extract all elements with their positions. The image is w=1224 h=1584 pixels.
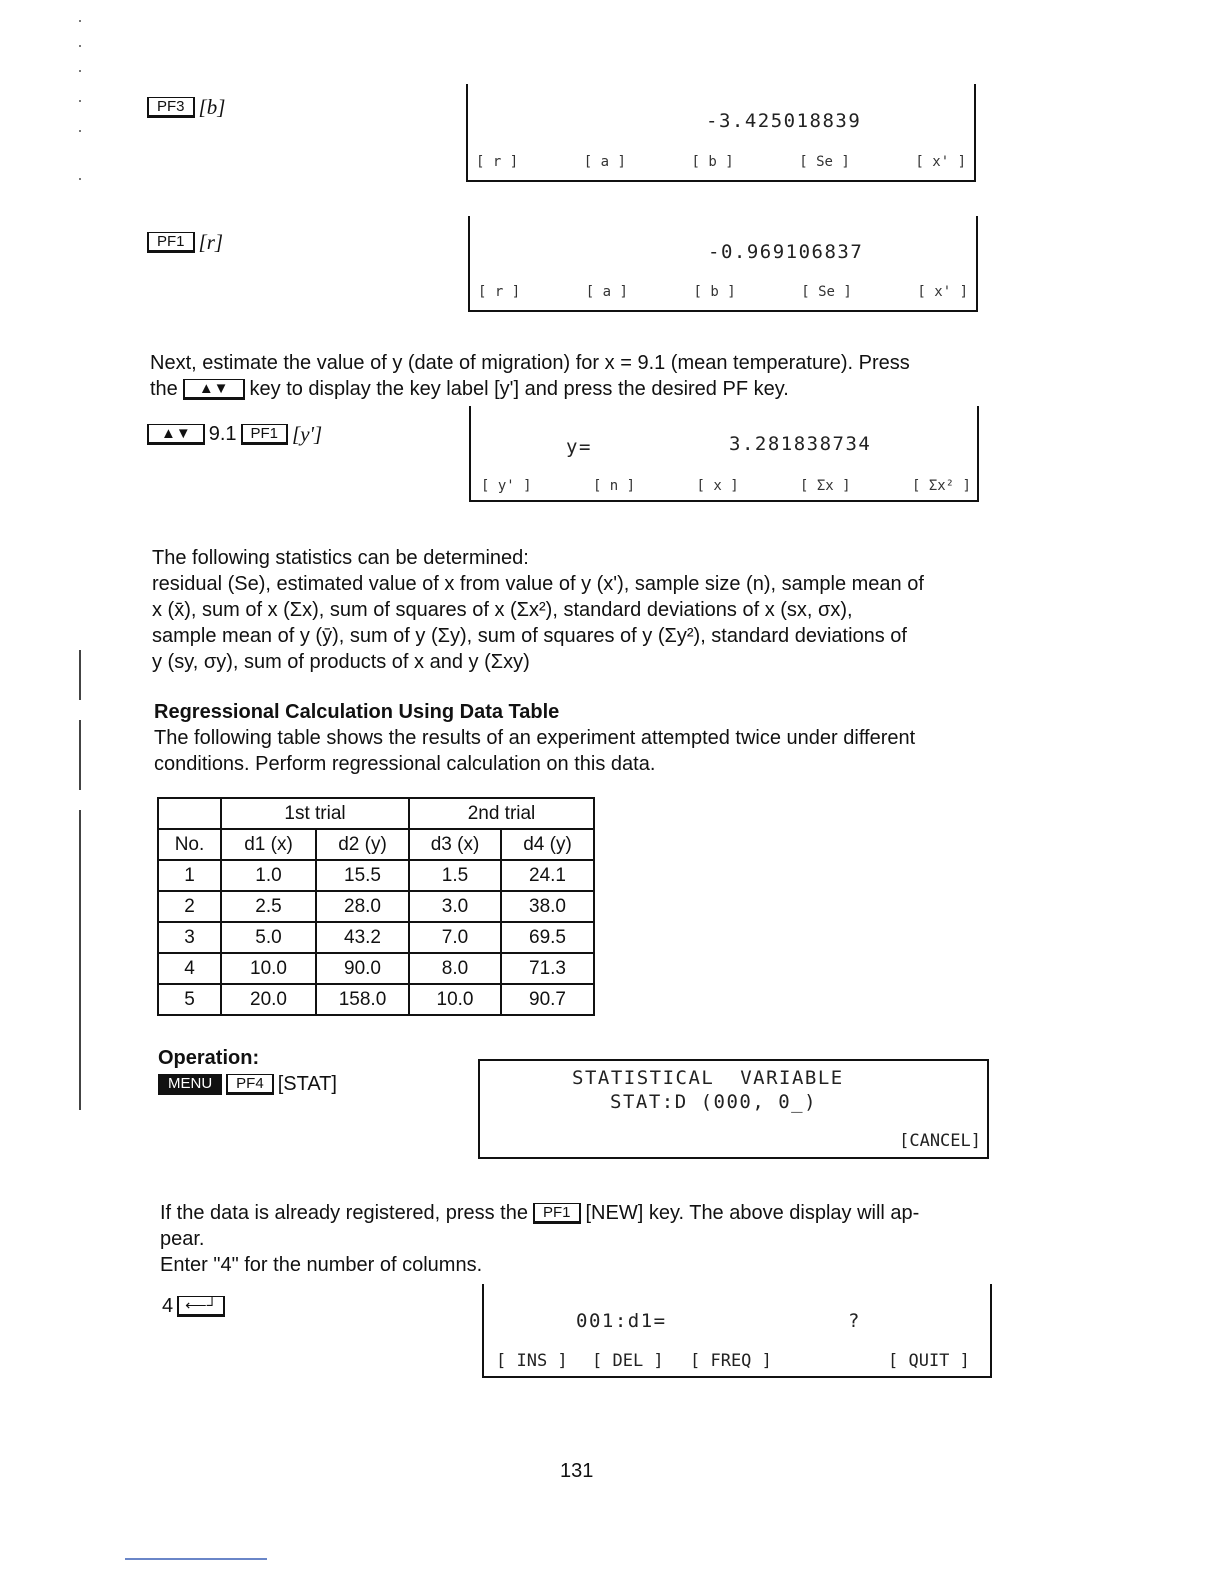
table-cell: 158.0 bbox=[316, 984, 409, 1015]
display-y-value: 3.281838734 bbox=[729, 433, 872, 455]
up-down-arrow-icon: ▲▼ bbox=[198, 379, 229, 397]
text-key-label: key to display the key label [y'] and press the desired PF key. bbox=[249, 378, 789, 400]
statistics-line: x (x̄), sum of x (Σx), sum of squares of x (Σx²), standard deviations of x (sx, σx), bbox=[152, 599, 853, 621]
statistics-line: y (sy, σy), sum of products of x and y (Σxy) bbox=[152, 651, 530, 673]
table-cell: 1.5 bbox=[409, 860, 501, 891]
step-y bbox=[147, 422, 322, 447]
menu-key[interactable]: MENU bbox=[158, 1074, 222, 1095]
step-enter-number: 4 bbox=[162, 1295, 174, 1317]
softkey-sum-x-squared[interactable]: [ Σx² ] bbox=[911, 478, 971, 494]
table-cell: 3.0 bbox=[409, 891, 501, 922]
softkey-se[interactable]: [ Se ] bbox=[801, 284, 852, 300]
table-group-header: 2nd trial bbox=[409, 798, 594, 829]
cancel-softkey[interactable]: [CANCEL] bbox=[899, 1131, 981, 1151]
table-cell: 4 bbox=[158, 953, 221, 984]
shift-key[interactable] bbox=[147, 424, 205, 445]
statistics-intro: The following statistics can be determined: bbox=[152, 547, 529, 569]
paragraph-estimate bbox=[150, 350, 990, 402]
display-y-prompt: y= bbox=[566, 436, 592, 458]
statistics-line: residual (Se), estimated value of x from value of y (x'), sample size (n), sample mean of bbox=[152, 573, 924, 595]
table-cell: 8.0 bbox=[409, 953, 501, 984]
table-cell: 69.5 bbox=[501, 922, 594, 953]
table-cell: 2.5 bbox=[221, 891, 316, 922]
table-cell: 3 bbox=[158, 922, 221, 953]
pf1-key[interactable]: PF1 bbox=[533, 1203, 581, 1224]
pf4-key[interactable]: PF4 bbox=[226, 1074, 274, 1095]
step-r-label: [r] bbox=[198, 230, 224, 254]
table-group-row bbox=[158, 798, 594, 829]
table-cell: 5 bbox=[158, 984, 221, 1015]
operation-title: Operation: bbox=[158, 1047, 260, 1069]
table-row bbox=[158, 860, 594, 891]
table-row bbox=[158, 984, 594, 1015]
statistics-line: sample mean of y (ȳ), sum of y (Σy), sum of squares of y (Σy²), standard deviations of bbox=[152, 625, 907, 647]
softkey-r[interactable]: [ r ] bbox=[476, 154, 519, 170]
step-b bbox=[147, 95, 225, 120]
table-cell: 43.2 bbox=[316, 922, 409, 953]
table-cell: 1 bbox=[158, 860, 221, 891]
display-r-value: -0.969106837 bbox=[708, 241, 864, 263]
display-y-softkeys bbox=[481, 478, 971, 494]
display-y bbox=[469, 406, 979, 502]
table-cell: 2 bbox=[158, 891, 221, 922]
table-row bbox=[158, 953, 594, 984]
text-registered-b: [NEW] key. The above display will ap- bbox=[585, 1202, 920, 1224]
table-cell: 28.0 bbox=[316, 891, 409, 922]
table-header-cell: d4 (y) bbox=[501, 829, 594, 860]
operation-keys bbox=[158, 1073, 337, 1096]
section-intro-line: The following table shows the results of an experiment attempted twice under different bbox=[154, 727, 916, 749]
table-cell: 7.0 bbox=[409, 922, 501, 953]
operation-label: [STAT] bbox=[277, 1073, 337, 1095]
softkey-y-prime[interactable]: [ y' ] bbox=[481, 478, 532, 494]
display-entry-prompt: 001:d1= bbox=[576, 1310, 667, 1332]
display-r-softkeys bbox=[478, 284, 968, 300]
table-cell: 90.0 bbox=[316, 953, 409, 984]
margin-dot bbox=[79, 130, 81, 132]
enter-arrow-icon: ⟵┘ bbox=[185, 1297, 218, 1314]
table-header-cell: d2 (y) bbox=[316, 829, 409, 860]
enter-key[interactable] bbox=[177, 1296, 225, 1317]
display-r bbox=[468, 216, 978, 312]
table-header-cell: d1 (x) bbox=[221, 829, 316, 860]
table-cell: 20.0 bbox=[221, 984, 316, 1015]
table-group-header: 1st trial bbox=[221, 798, 409, 829]
display-stat-line2: STAT:D (000, 0_) bbox=[610, 1091, 818, 1113]
softkey-a[interactable]: [ a ] bbox=[585, 284, 628, 300]
text-registered-a: If the data is already registered, press the bbox=[160, 1202, 528, 1224]
softkey-ins[interactable]: [ INS ] bbox=[496, 1351, 568, 1371]
display-entry bbox=[482, 1284, 992, 1378]
paragraph-registered-line2: pear. bbox=[160, 1228, 205, 1250]
section-heading: Regressional Calculation Using Data Table bbox=[154, 701, 560, 723]
table-header-cell: No. bbox=[158, 829, 221, 860]
margin-dot bbox=[79, 100, 81, 102]
page-number: 131 bbox=[560, 1460, 594, 1482]
bottom-rule bbox=[125, 1558, 267, 1560]
softkey-b[interactable]: [ b ] bbox=[693, 284, 736, 300]
table-cell: 1.0 bbox=[221, 860, 316, 891]
softkey-x[interactable]: [ x ] bbox=[696, 478, 739, 494]
table-row bbox=[158, 922, 594, 953]
data-table bbox=[157, 797, 595, 1016]
softkey-r[interactable]: [ r ] bbox=[478, 284, 521, 300]
table-cell: 24.1 bbox=[501, 860, 594, 891]
paragraph-columns: Enter "4" for the number of columns. bbox=[160, 1254, 483, 1276]
table-header-row bbox=[158, 829, 594, 860]
margin-dot bbox=[79, 70, 81, 72]
softkey-del[interactable]: [ DEL ] bbox=[592, 1351, 664, 1371]
softkey-a[interactable]: [ a ] bbox=[583, 154, 626, 170]
paragraph-estimate-line2 bbox=[150, 376, 990, 402]
step-r bbox=[147, 230, 223, 255]
section-intro bbox=[154, 725, 994, 777]
table-corner-cell bbox=[158, 798, 221, 829]
text-the: the bbox=[150, 378, 178, 400]
display-entry-cursor: ? bbox=[848, 1310, 861, 1332]
display-stat bbox=[478, 1059, 989, 1159]
step-y-label: [y'] bbox=[292, 422, 323, 446]
softkey-freq[interactable]: [ FREQ ] bbox=[690, 1351, 772, 1371]
up-down-arrow-icon: ▲▼ bbox=[161, 425, 191, 442]
table-cell: 38.0 bbox=[501, 891, 594, 922]
softkey-b[interactable]: [ b ] bbox=[691, 154, 734, 170]
display-b-softkeys bbox=[476, 154, 966, 170]
table-row bbox=[158, 891, 594, 922]
margin-dot bbox=[79, 45, 81, 47]
margin-dot bbox=[79, 178, 81, 180]
step-y-number: 9.1 bbox=[208, 423, 237, 445]
display-stat-line1: STATISTICAL VARIABLE bbox=[572, 1067, 844, 1089]
table-header-cell: d3 (x) bbox=[409, 829, 501, 860]
softkey-sum-x[interactable]: [ Σx ] bbox=[800, 478, 851, 494]
softkey-n[interactable]: [ n ] bbox=[592, 478, 636, 494]
softkey-se[interactable]: [ Se ] bbox=[799, 154, 850, 170]
table-cell: 5.0 bbox=[221, 922, 316, 953]
table-cell: 10.0 bbox=[221, 953, 316, 984]
margin-dot bbox=[79, 20, 81, 22]
statistics-paragraph bbox=[152, 545, 992, 675]
pf3-key[interactable]: PF3 bbox=[147, 97, 195, 118]
softkey-x-prime[interactable]: [ x' ] bbox=[915, 154, 966, 170]
paragraph-estimate-line1: Next, estimate the value of y (date of migration) for x = 9.1 (mean temperature). Press bbox=[150, 352, 910, 374]
paragraph-registered-line1 bbox=[160, 1200, 1000, 1226]
margin-line bbox=[79, 810, 81, 1110]
softkey-x-prime[interactable]: [ x' ] bbox=[917, 284, 968, 300]
section-intro-line: conditions. Perform regressional calculation on this data. bbox=[154, 753, 656, 775]
margin-line bbox=[79, 650, 81, 700]
step-b-label: [b] bbox=[198, 95, 226, 119]
display-b bbox=[466, 84, 976, 182]
table-cell: 90.7 bbox=[501, 984, 594, 1015]
shift-key[interactable] bbox=[183, 379, 245, 400]
softkey-quit[interactable]: [ QUIT ] bbox=[888, 1351, 970, 1371]
margin-line bbox=[79, 720, 81, 790]
table-cell: 15.5 bbox=[316, 860, 409, 891]
paragraph-registered bbox=[160, 1200, 1000, 1278]
pf1-key[interactable]: PF1 bbox=[147, 232, 195, 253]
table-cell: 71.3 bbox=[501, 953, 594, 984]
display-b-value: -3.425018839 bbox=[706, 110, 862, 132]
table-cell: 10.0 bbox=[409, 984, 501, 1015]
step-enter bbox=[162, 1295, 225, 1318]
pf1-key[interactable]: PF1 bbox=[241, 424, 289, 445]
